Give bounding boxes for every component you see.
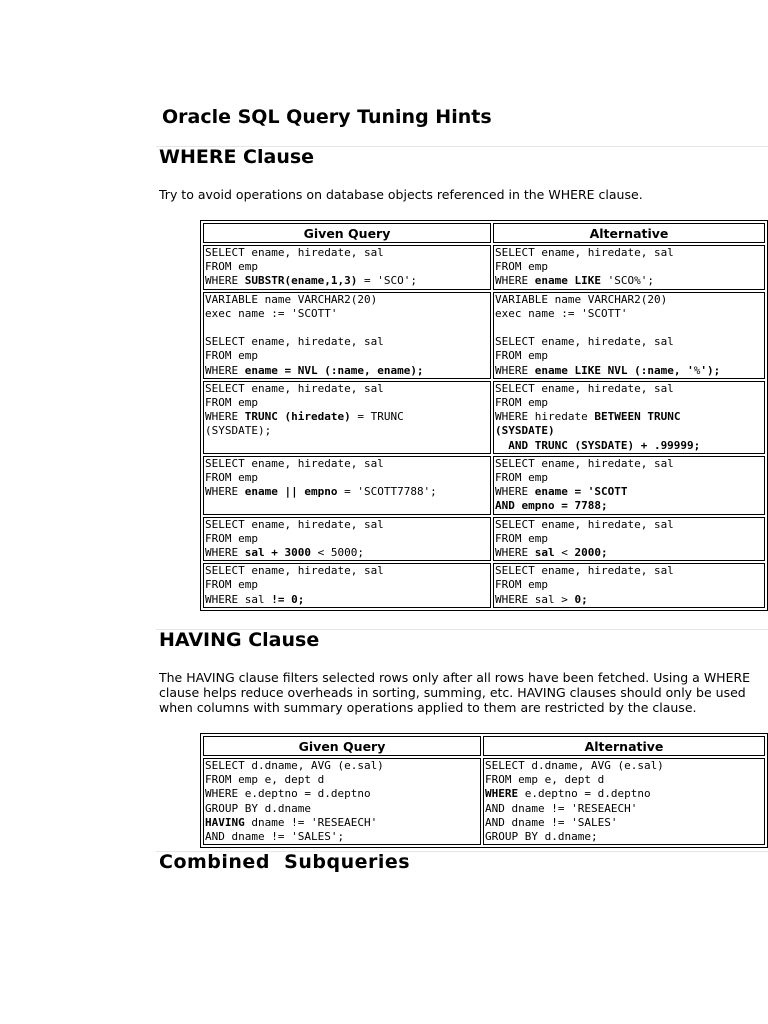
- alternative-query-cell: [493, 563, 765, 608]
- sql-code-line: [495, 410, 763, 424]
- sql-code-line: [495, 307, 763, 321]
- given-query-cell: [203, 245, 491, 290]
- sql-text: WHERE: [205, 546, 245, 560]
- sql-code-line: [205, 518, 489, 532]
- sql-emphasis: ');: [700, 363, 721, 377]
- sql-code-line: [205, 457, 489, 471]
- sql-code-line: [495, 439, 763, 453]
- sql-emphasis: AND TRUNC (SYSDATE) + .99999;: [495, 438, 701, 452]
- given-query-cell: [203, 563, 491, 608]
- sql-code-line: [495, 471, 763, 485]
- query-row: [203, 517, 765, 562]
- sql-code-line: [495, 321, 763, 335]
- sql-text: SELECT ename, hiredate, sal: [495, 456, 674, 470]
- sql-code-line: [205, 759, 479, 773]
- sql-code-line: [205, 532, 489, 546]
- sql-emphasis: ename = 'SCOTT: [534, 485, 628, 499]
- sql-code-line: [495, 349, 763, 363]
- sql-emphasis: 0;: [574, 592, 588, 606]
- sql-text: AND dname != 'SALES': [485, 815, 618, 829]
- alternative-query-cell: [483, 758, 765, 845]
- sql-code-line: [205, 246, 489, 260]
- sql-text: e.deptno = d.deptno: [518, 787, 651, 801]
- sql-code-line: [205, 364, 489, 378]
- sql-code: [205, 759, 479, 844]
- sql-emphasis: ename LIKE NVL (:name, ': [534, 363, 694, 377]
- table-header-row: [203, 223, 765, 243]
- having-clause-table-body: [203, 758, 765, 845]
- having-clause-intro: The HAVING clause filters selected rows only after all rows have been fetched. Using a WHERE clause helps reduce overheads in sorting, summing, etc. HAVING clauses should only be used when columns with summary operations applied to them are restricted by the clause.: [159, 670, 751, 715]
- sql-code-line: [495, 364, 763, 378]
- section-divider: [156, 851, 768, 852]
- sql-text: SELECT ename, hiredate, sal: [495, 246, 674, 259]
- sql-emphasis: != 0;: [271, 592, 305, 606]
- sql-text: FROM emp: [205, 260, 258, 274]
- sql-code-line: [205, 349, 489, 363]
- sql-code-line: [205, 260, 489, 274]
- sql-code-line: [495, 546, 763, 560]
- sql-code-line: [205, 578, 489, 592]
- sql-code: [205, 518, 489, 561]
- sql-emphasis: AND empno = 7788;: [495, 499, 608, 513]
- sql-text: = TRUNC: [350, 410, 404, 424]
- sql-text: 'SCO%';: [600, 274, 654, 288]
- sql-text: FROM emp: [205, 471, 258, 485]
- sql-code-line: [485, 830, 763, 844]
- sql-code-line: [205, 307, 489, 321]
- table-header-row: [203, 736, 765, 756]
- sql-emphasis: sal: [534, 546, 555, 560]
- sql-text: = 'SCO';: [357, 274, 417, 288]
- sql-text: WHERE sal: [205, 592, 272, 606]
- sql-code-line: [205, 564, 489, 578]
- sql-text: dname != 'RESEAECH': [244, 815, 378, 829]
- sql-code-line: [205, 830, 479, 844]
- sql-text: WHERE: [205, 274, 245, 288]
- given-query-cell: [203, 292, 491, 379]
- sql-emphasis: sal + 3000: [244, 546, 311, 560]
- sql-text: AND dname != 'SALES';: [205, 830, 345, 844]
- sql-emphasis: ename = NVL (:name, ename);: [244, 363, 424, 377]
- sql-text: exec name := 'SCOTT': [205, 306, 338, 320]
- sql-code-line: [485, 816, 763, 830]
- sql-text: WHERE: [495, 546, 535, 560]
- alternative-header: Alternative: [483, 736, 765, 756]
- sql-code: [495, 518, 763, 561]
- sql-code-line: [495, 578, 763, 592]
- sql-code: [485, 759, 763, 844]
- sql-text: FROM emp: [205, 578, 258, 592]
- sql-text: GROUP BY d.dname;: [485, 830, 598, 844]
- sql-text: WHERE e.deptno = d.deptno: [205, 787, 371, 801]
- sql-code-line: [205, 787, 479, 801]
- sql-text: FROM emp: [205, 531, 258, 545]
- sql-code-line: [495, 382, 763, 396]
- combined-subqueries-heading: Combined Subqueries: [159, 851, 411, 873]
- sql-text: GROUP BY d.dname: [205, 801, 311, 815]
- having-clause-table: [200, 733, 768, 848]
- sql-code-line: [495, 396, 763, 410]
- sql-code-line: [205, 593, 489, 607]
- sql-code-line: [485, 759, 763, 773]
- where-clause-heading: WHERE Clause: [159, 146, 315, 168]
- sql-code-line: [205, 335, 489, 349]
- sql-emphasis: 2000;: [574, 546, 608, 560]
- section-divider: [156, 146, 768, 147]
- section-divider: [156, 629, 768, 630]
- sql-code: [495, 293, 763, 378]
- sql-code-line: [495, 293, 763, 307]
- sql-text: VARIABLE name VARCHAR2(20): [495, 292, 668, 306]
- alternative-query-cell: [493, 381, 765, 454]
- sql-text: VARIABLE name VARCHAR2(20): [205, 292, 378, 306]
- sql-text: FROM emp e, dept d: [485, 773, 605, 787]
- sql-text: < 5000;: [310, 546, 364, 560]
- sql-text: SELECT ename, hiredate, sal: [495, 517, 674, 531]
- sql-code: [205, 564, 489, 607]
- sql-code: [205, 246, 489, 289]
- sql-code-line: [495, 457, 763, 471]
- sql-text: FROM emp: [205, 396, 258, 410]
- sql-text: SELECT ename, hiredate, sal: [205, 564, 384, 578]
- sql-code-line: [495, 260, 763, 274]
- sql-text: WHERE: [205, 363, 245, 377]
- sql-text: SELECT ename, hiredate, sal: [495, 335, 674, 349]
- sql-text: FROM emp e, dept d: [205, 773, 325, 787]
- sql-text: (SYSDATE);: [205, 424, 272, 438]
- given-query-cell: [203, 758, 481, 845]
- sql-emphasis: TRUNC (hiredate): [244, 410, 351, 424]
- sql-code: [495, 382, 763, 453]
- sql-code-line: [495, 274, 763, 288]
- alternative-query-cell: [493, 456, 765, 515]
- sql-code-line: [485, 802, 763, 816]
- sql-text: WHERE: [495, 363, 535, 377]
- sql-text: AND dname != 'RESEAECH': [485, 801, 638, 815]
- query-row: [203, 292, 765, 379]
- sql-text: SELECT ename, hiredate, sal: [495, 381, 674, 395]
- sql-text: WHERE: [495, 485, 535, 499]
- given-query-cell: [203, 517, 491, 562]
- query-row: [203, 758, 765, 845]
- query-row: [203, 245, 765, 290]
- sql-emphasis: WHERE: [485, 787, 519, 801]
- sql-text: WHERE sal >: [495, 592, 575, 606]
- where-clause-table-body: [203, 245, 765, 608]
- page-title: Oracle SQL Query Tuning Hints: [162, 106, 492, 128]
- given-query-cell: [203, 381, 491, 454]
- query-row: [203, 381, 765, 454]
- where-clause-intro: Try to avoid operations on database objects referenced in the WHERE clause.: [159, 187, 643, 202]
- sql-text: SELECT ename, hiredate, sal: [495, 564, 674, 578]
- where-clause-table: [200, 220, 768, 611]
- sql-text: WHERE: [205, 485, 245, 499]
- sql-code-line: [495, 532, 763, 546]
- given-query-cell: [203, 456, 491, 515]
- sql-code-line: [205, 424, 489, 438]
- sql-code-line: [205, 382, 489, 396]
- sql-text: FROM emp: [495, 578, 548, 592]
- sql-code-line: [495, 593, 763, 607]
- sql-text: SELECT ename, hiredate, sal: [205, 456, 384, 470]
- query-row: [203, 563, 765, 608]
- sql-emphasis: ename || empno: [244, 485, 338, 499]
- sql-code-line: [495, 335, 763, 349]
- sql-text: FROM emp: [495, 396, 548, 410]
- sql-code: [205, 457, 489, 500]
- sql-code-line: [495, 518, 763, 532]
- sql-code-line: [205, 773, 479, 787]
- sql-code: [495, 564, 763, 607]
- alternative-header: Alternative: [493, 223, 765, 243]
- sql-text: SELECT ename, hiredate, sal: [205, 335, 384, 349]
- alternative-query-cell: [493, 245, 765, 290]
- sql-code-line: [205, 802, 479, 816]
- given-query-header: Given Query: [203, 223, 491, 243]
- sql-text: = 'SCOTT7788';: [337, 485, 437, 499]
- sql-code-line: [205, 274, 489, 288]
- sql-code-line: [495, 499, 763, 513]
- sql-code-line: [205, 396, 489, 410]
- alternative-query-cell: [493, 517, 765, 562]
- query-row: [203, 456, 765, 515]
- alternative-query-cell: [493, 292, 765, 379]
- sql-code-line: [205, 546, 489, 560]
- sql-text: <: [554, 546, 575, 560]
- sql-code-line: [205, 410, 489, 424]
- sql-code-line: [205, 293, 489, 307]
- sql-text: WHERE hiredate: [495, 410, 595, 424]
- sql-emphasis: HAVING: [205, 815, 245, 829]
- sql-code-line: [205, 321, 489, 335]
- having-clause-heading: HAVING Clause: [159, 629, 320, 651]
- sql-text: WHERE: [205, 410, 245, 424]
- sql-code-line: [205, 471, 489, 485]
- sql-emphasis: ename LIKE: [534, 274, 601, 288]
- sql-text: FROM emp: [495, 471, 548, 485]
- sql-emphasis: (SYSDATE): [495, 424, 555, 438]
- sql-code: [205, 293, 489, 378]
- sql-text: FROM emp: [495, 349, 548, 363]
- sql-text: SELECT ename, hiredate, sal: [205, 246, 384, 259]
- given-query-header: Given Query: [203, 736, 481, 756]
- sql-text: exec name := 'SCOTT': [495, 306, 628, 320]
- sql-code-line: [485, 787, 763, 801]
- sql-code-line: [495, 424, 763, 438]
- sql-text: FROM emp: [495, 260, 548, 274]
- sql-text: SELECT ename, hiredate, sal: [205, 517, 384, 531]
- sql-code-line: [495, 246, 763, 260]
- sql-text: FROM emp: [205, 349, 258, 363]
- sql-emphasis: BETWEEN TRUNC: [594, 410, 681, 424]
- sql-text: WHERE: [495, 274, 535, 288]
- sql-text: SELECT d.dname, AVG (e.sal): [485, 759, 664, 772]
- sql-text: %: [693, 363, 701, 377]
- sql-text: SELECT ename, hiredate, sal: [205, 381, 384, 395]
- sql-code: [205, 382, 489, 439]
- sql-code-line: [205, 816, 479, 830]
- sql-code: [495, 246, 763, 289]
- sql-code-line: [495, 485, 763, 499]
- sql-emphasis: SUBSTR(ename,1,3): [244, 274, 358, 288]
- sql-code-line: [495, 564, 763, 578]
- sql-code: [495, 457, 763, 514]
- sql-text: FROM emp: [495, 531, 548, 545]
- sql-code-line: [485, 773, 763, 787]
- sql-code-line: [205, 485, 489, 499]
- sql-text: SELECT d.dname, AVG (e.sal): [205, 759, 384, 772]
